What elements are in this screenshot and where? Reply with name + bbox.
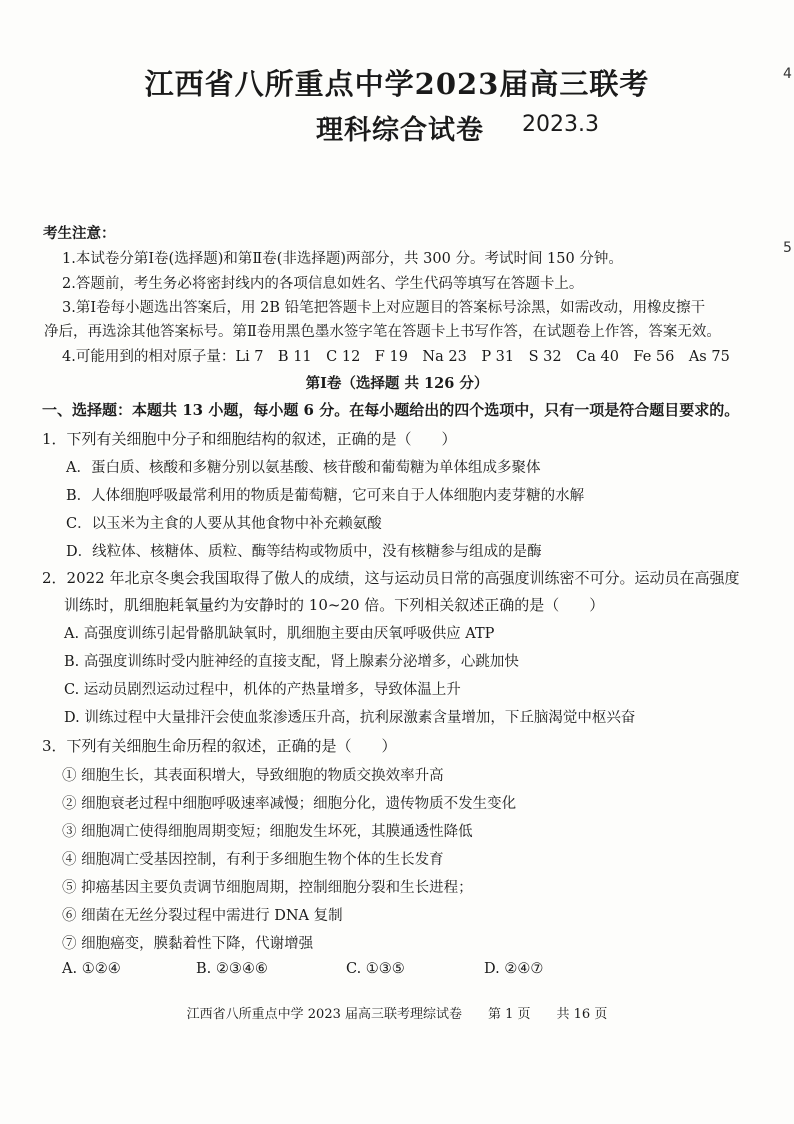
- page-footer: 江西省八所重点中学 2023 届高三联考理综试卷 第 1 页 共 16 页: [186, 1007, 608, 1022]
- choice-a: A. ①②④: [62, 961, 121, 977]
- question-stem: 2．2022 年北京冬奥会我国取得了傲人的成绩，这与运动员日常的高强度训练密不可分。运动员在高强度: [42, 569, 740, 587]
- question-stem-continued: 训练时，肌细胞耗氧量约为安静时的 10~20 倍。下列相关叙述正确的是（ ）: [64, 596, 605, 614]
- statement-item: ④ 细胞凋亡受基因控制，有利于多细胞生物个体的生长发育: [62, 852, 444, 868]
- exam-title: 江西省八所重点中学2023届高三联考: [144, 67, 650, 101]
- option-b: B．人体细胞呼吸最常利用的物质是葡萄糖，它可来自于人体细胞内麦芽糖的水解: [66, 488, 585, 504]
- exam-date: 2023.3: [522, 112, 599, 137]
- choice-c: C. ①③⑤: [346, 961, 405, 977]
- question-stem: 1．下列有关细胞中分子和细胞结构的叙述，正确的是（ ）: [42, 430, 457, 448]
- question-stem: 3．下列有关细胞生命历程的叙述，正确的是（ ）: [42, 737, 397, 755]
- statement-item: ① 细胞生长，其表面积增大，导致细胞的物质交换效率升高: [62, 768, 444, 784]
- choice-b: B. ②③④⑥: [196, 961, 268, 977]
- statement-item: ⑤ 抑癌基因主要负责调节细胞周期，控制细胞分裂和生长进程；: [62, 880, 473, 896]
- exam-subtitle: 理科综合试卷: [316, 115, 484, 146]
- section-title: 第Ⅰ卷（选择题 共 126 分）: [305, 375, 489, 392]
- option-c: C. 运动员剧烈运动过程中，机体的产热量增多，导致体温上升: [64, 682, 461, 698]
- statement-item: ③ 细胞凋亡使得细胞周期变短；细胞发生坏死，其膜通透性降低: [62, 824, 473, 840]
- notice-item: 4.可能用到的相对原子量：Li 7 B 11 C 12 F 19 Na 23 P 31 S 32 Ca 40 Fe 56 As 75: [62, 349, 730, 365]
- margin-number-top: 4: [783, 66, 792, 82]
- option-d: D. 训练过程中大量排汗会使血浆渗透压升高，抗利尿激素含量增加，下丘脑渴觉中枢兴奋: [64, 710, 636, 726]
- option-b: B. 高强度训练时受内脏神经的直接支配，肾上腺素分泌增多，心跳加快: [64, 654, 519, 670]
- section-instruction: 一、选择题：本题共 13 小题，每小题 6 分。在每小题给出的四个选项中，只有一项是符合题目要求的。: [42, 401, 740, 419]
- statement-item: ② 细胞衰老过程中细胞呼吸速率减慢；细胞分化，遗传物质不发生变化: [62, 796, 517, 812]
- option-c: C．以玉米为主食的人要从其他食物中补充赖氨酸: [66, 516, 382, 532]
- notice-item: 3.第Ⅰ卷每小题选出答案后，用 2B 铅笔把答题卡上对应题目的答案标号涂黑，如需改动，用橡皮擦干: [62, 300, 706, 316]
- statement-item: ⑦ 细胞癌变，膜黏着性下降，代谢增强: [62, 936, 314, 952]
- option-a: A. 高强度训练引起骨骼肌缺氧时，肌细胞主要由厌氧呼吸供应 ATP: [64, 626, 495, 642]
- notice-item: 净后，再选涂其他答案标号。第Ⅱ卷用黑色墨水签字笔在答题卡上书写作答，在试题卷上作答，答案无效。: [44, 324, 721, 340]
- option-a: A．蛋白质、核酸和多糖分别以氨基酸、核苷酸和葡萄糖为单体组成多聚体: [66, 460, 541, 476]
- margin-number-mid: 5: [783, 240, 792, 256]
- option-d: D．线粒体、核糖体、质粒、酶等结构或物质中，没有核糖参与组成的是酶: [66, 544, 542, 560]
- statement-item: ⑥ 细菌在无丝分裂过程中需进行 DNA 复制: [62, 908, 343, 924]
- choice-d: D. ②④⑦: [484, 961, 544, 977]
- notice-heading: 考生注意：: [43, 225, 116, 242]
- notice-item: 2.答题前，考生务必将密封线内的各项信息如姓名、学生代码等填写在答题卡上。: [62, 276, 584, 292]
- notice-item: 1.本试卷分第Ⅰ卷(选择题)和第Ⅱ卷(非选择题)两部分，共 300 分。考试时间 150 分钟。: [62, 251, 623, 267]
